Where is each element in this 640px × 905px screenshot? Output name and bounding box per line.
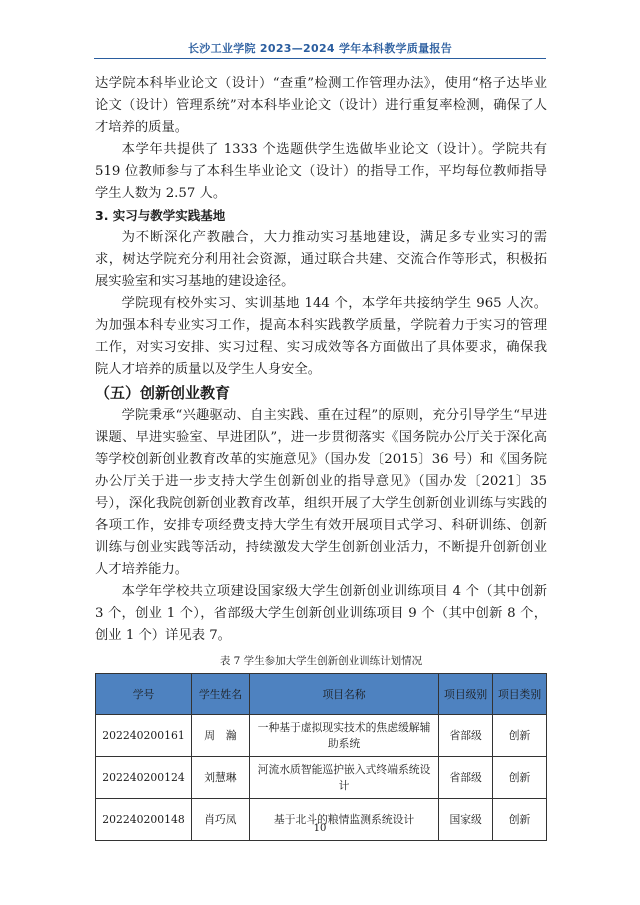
paragraph-1: 达学院本科毕业论文（设计）“查重”检测工作管理办法》，使用“格子达毕业论文（设计）管理系统”对本科毕业论文（设计）进行重复率检测，确保了人才培养的质量。 xyxy=(95,76,547,135)
cell-project-name: 基于北斗的粮情监测系统设计 xyxy=(249,799,438,841)
col-header-project-type: 项目类别 xyxy=(493,674,547,715)
cell-student-name: 刘慧琳 xyxy=(191,757,249,799)
paragraph-3: 为不断深化产教融合，大力推动实习基地建设，满足多专业实习的需求，树达学院充分利用社会资源，通过联合共建、交流合作等形式，积极拓展实验室和实习基地的建设途径。 xyxy=(95,230,547,289)
col-header-student-id: 学号 xyxy=(96,674,192,715)
paragraph-4: 学院现有校外实习、实训基地 144 个，本学年共接纳学生 965 人次。为加强本科专业实习工作，提高本科实践教学质量，学院着力于实习的管理工作，对实习安排、实习过程、实习成效等各方面做出了具体要求，确保我院人才培养的质量以及学生人身安全。 xyxy=(95,296,547,377)
header-rule xyxy=(94,58,546,59)
cell-project-level: 省部级 xyxy=(439,715,493,757)
table-row xyxy=(96,715,547,757)
cell-project-type: 创新 xyxy=(493,757,547,799)
cell-student-name: 肖巧凤 xyxy=(191,799,249,841)
section-heading-innovation: （五）创新创业教育 xyxy=(95,384,231,402)
cell-project-name: 一种基于虚拟现实技术的焦虑缓解辅助系统 xyxy=(249,715,438,757)
cell-project-level: 国家级 xyxy=(439,799,493,841)
section-heading-internship: 3. 实习与教学实践基地 xyxy=(95,208,226,223)
col-header-student-name: 学生姓名 xyxy=(191,674,249,715)
table-header-row xyxy=(96,674,547,715)
table-row xyxy=(96,757,547,799)
projects-table xyxy=(95,673,547,841)
page-number: 10 xyxy=(313,823,327,834)
page-content xyxy=(95,73,547,841)
cell-project-type: 创新 xyxy=(493,715,547,757)
cell-project-name: 河流水质智能巡护嵌入式终端系统设计 xyxy=(249,757,438,799)
paragraph-5: 学院秉承“兴趣驱动、自主实践、重在过程”的原则，充分引导学生“早进课题、早进实验室、早进团队”，进一步贯彻落实《国务院办公厅关于深化高等学校创新创业教育改革的实施意见》（国办发〔2015〕36 号）和《国务院办公厅关于进一步支持大学生创新创业的指导意见》（国办发〔2021〕35 号），深化我院创新创业教育改革，组织开展了大学生创新创业训练与实践的各项工作，安排专项经费支持大学生有效开展项目式学习、科研训练、创新训练与创业实践等活动，持续激发大学生创新创业活力，不断提升创新创业人才培养能力。 xyxy=(95,408,547,577)
cell-student-id: 202240200124 xyxy=(96,757,192,799)
col-header-project-level: 项目级别 xyxy=(439,674,493,715)
cell-project-level: 省部级 xyxy=(439,757,493,799)
cell-student-id: 202240200161 xyxy=(96,715,192,757)
table-row xyxy=(96,799,547,841)
cell-student-name: 周 瀚 xyxy=(191,715,249,757)
col-header-project-name: 项目名称 xyxy=(249,674,438,715)
cell-student-id: 202240200148 xyxy=(96,799,192,841)
paragraph-6: 本学年学校共立项建设国家级大学生创新创业训练项目 4 个（其中创新 3 个，创业 1 个），省部级大学生创新创业训练项目 9 个（其中创新 8 个，创业 1 个）详见表 7。 xyxy=(95,584,547,643)
cell-project-type: 创新 xyxy=(493,799,547,841)
table-caption: 表 7 学生参加大学生创新创业训练计划情况 xyxy=(219,655,423,667)
page-header-title: 长沙工业学院 2023—2024 学年本科教学质量报告 xyxy=(188,42,452,55)
paragraph-2: 本学年共提供了 1333 个选题供学生选做毕业论文（设计）。学院共有 519 位教师参与了本科生毕业论文（设计）的指导工作，平均每位教师指导学生人数为 2.57 人。 xyxy=(95,142,547,201)
